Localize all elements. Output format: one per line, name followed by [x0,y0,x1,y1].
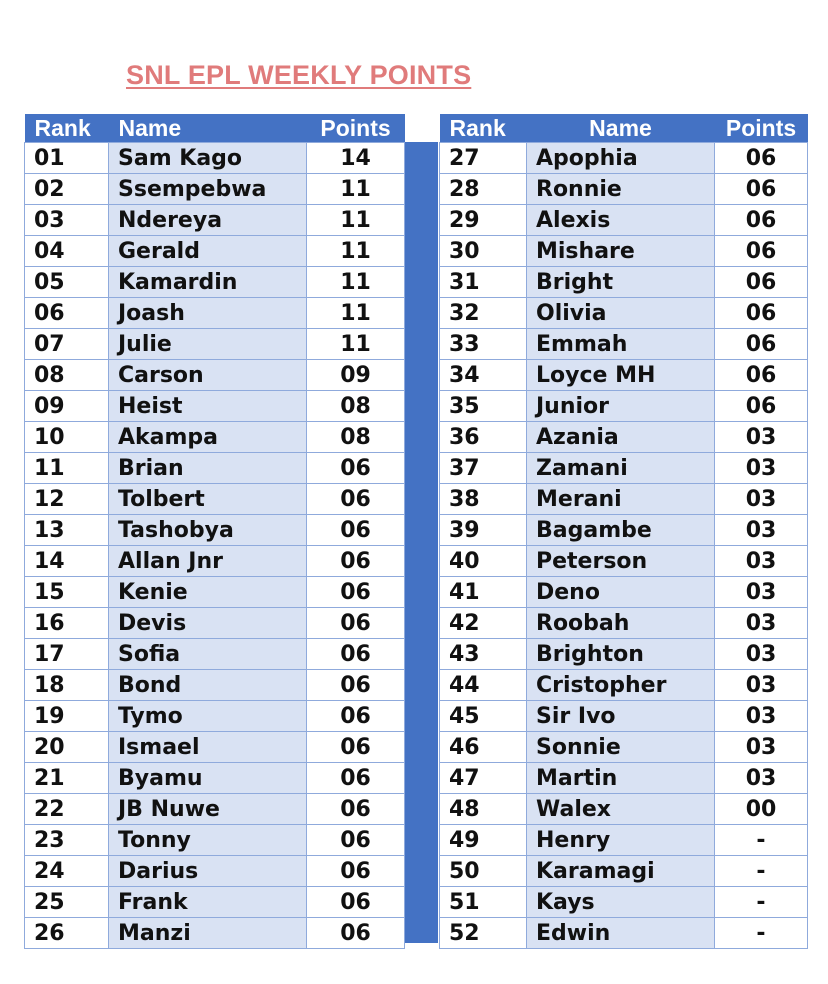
points-cell: 00 [715,794,808,825]
points-cell: 08 [307,391,405,422]
points-cell: 11 [307,298,405,329]
rank-cell: 02 [25,174,109,205]
rank-cell: 29 [440,205,527,236]
rank-cell: 35 [440,391,527,422]
table-row [25,174,405,205]
name-cell: Brian [109,453,307,484]
table-row [440,546,808,577]
table-row [440,608,808,639]
rank-cell: 20 [25,732,109,763]
rank-cell: 15 [25,577,109,608]
points-cell: 03 [715,701,808,732]
name-cell: Joash [109,298,307,329]
rank-cell: 10 [25,422,109,453]
table-row [25,236,405,267]
name-cell: Alexis [527,205,715,236]
points-cell: 09 [307,360,405,391]
points-cell: 03 [715,546,808,577]
rank-cell: 38 [440,484,527,515]
points-cell: 03 [715,515,808,546]
rank-cell: 37 [440,453,527,484]
rank-cell: 48 [440,794,527,825]
rank-cell: 11 [25,453,109,484]
points-cell: 03 [715,639,808,670]
name-cell: Ismael [109,732,307,763]
points-cell: 06 [307,825,405,856]
table-row [25,329,405,360]
rank-cell: 27 [440,143,527,174]
points-cell: 06 [715,267,808,298]
rank-cell: 43 [440,639,527,670]
table-row [440,267,808,298]
rank-cell: 06 [25,298,109,329]
rank-cell: 42 [440,608,527,639]
points-cell: 11 [307,174,405,205]
name-cell: Julie [109,329,307,360]
table-row [25,515,405,546]
rank-cell: 03 [25,205,109,236]
table-row [440,732,808,763]
points-cell: 06 [307,763,405,794]
rank-cell: 34 [440,360,527,391]
points-cell: 03 [715,453,808,484]
table-header-row [25,114,405,143]
table-row [25,608,405,639]
rank-cell: 26 [25,918,109,949]
table-row [440,329,808,360]
table-row [25,298,405,329]
header-rank: Rank [440,114,527,143]
points-cell: 03 [715,577,808,608]
rank-cell: 13 [25,515,109,546]
points-cell: 06 [715,174,808,205]
table-row [440,391,808,422]
rank-cell: 22 [25,794,109,825]
points-cell: - [715,856,808,887]
table-row [25,391,405,422]
table-row [440,825,808,856]
name-cell: Devis [109,608,307,639]
name-cell: Ssempebwa [109,174,307,205]
points-cell: 11 [307,267,405,298]
table-row [440,887,808,918]
name-cell: Loyce MH [527,360,715,391]
rank-cell: 31 [440,267,527,298]
name-cell: Edwin [527,918,715,949]
name-cell: Tonny [109,825,307,856]
points-cell: 06 [307,701,405,732]
table-row [25,639,405,670]
name-cell: Kays [527,887,715,918]
name-cell: Darius [109,856,307,887]
standings-table-left [24,114,405,949]
rank-cell: 23 [25,825,109,856]
points-cell: 03 [715,608,808,639]
name-cell: Ronnie [527,174,715,205]
rank-cell: 51 [440,887,527,918]
points-cell: - [715,887,808,918]
points-cell: 11 [307,205,405,236]
rank-cell: 07 [25,329,109,360]
rank-cell: 30 [440,236,527,267]
rank-cell: 09 [25,391,109,422]
header-rank: Rank [25,114,109,143]
table-row [25,422,405,453]
standings-table-right [439,114,808,949]
table-row [440,453,808,484]
table-row [25,205,405,236]
points-cell: 03 [715,732,808,763]
table-row [440,298,808,329]
points-cell: 11 [307,329,405,360]
table-row [25,918,405,949]
rank-cell: 36 [440,422,527,453]
name-cell: JB Nuwe [109,794,307,825]
points-cell: 06 [307,453,405,484]
name-cell: Olivia [527,298,715,329]
rank-cell: 16 [25,608,109,639]
rank-cell: 28 [440,174,527,205]
rank-cell: 32 [440,298,527,329]
points-cell: 06 [715,205,808,236]
table-row [25,670,405,701]
points-cell: 06 [307,856,405,887]
points-cell: 06 [715,143,808,174]
name-cell: Roobah [527,608,715,639]
rank-cell: 12 [25,484,109,515]
rank-cell: 33 [440,329,527,360]
name-cell: Azania [527,422,715,453]
name-cell: Akampa [109,422,307,453]
points-cell: 06 [715,298,808,329]
name-cell: Bond [109,670,307,701]
points-cell: 08 [307,422,405,453]
table-row [25,701,405,732]
column-divider [405,142,438,943]
table-row [25,484,405,515]
points-cell: 06 [307,608,405,639]
table-row [25,856,405,887]
table-row [25,794,405,825]
points-cell: 03 [715,670,808,701]
rank-cell: 41 [440,577,527,608]
points-cell: 14 [307,143,405,174]
table-row [440,515,808,546]
name-cell: Zamani [527,453,715,484]
name-cell: Gerald [109,236,307,267]
table-row [440,484,808,515]
name-cell: Sofia [109,639,307,670]
table-row [25,546,405,577]
rank-cell: 01 [25,143,109,174]
rank-cell: 17 [25,639,109,670]
points-cell: 03 [715,484,808,515]
points-cell: 06 [307,546,405,577]
points-cell: 06 [307,887,405,918]
table-row [25,360,405,391]
table-row [440,918,808,949]
name-cell: Manzi [109,918,307,949]
table-row [440,236,808,267]
points-cell: 06 [715,360,808,391]
table-row [440,422,808,453]
table-row [440,205,808,236]
name-cell: Brighton [527,639,715,670]
name-cell: Emmah [527,329,715,360]
table-row [440,174,808,205]
name-cell: Bagambe [527,515,715,546]
table-row [25,577,405,608]
points-cell: 06 [307,515,405,546]
rank-cell: 52 [440,918,527,949]
table-header-row [440,114,808,143]
rank-cell: 18 [25,670,109,701]
name-cell: Sam Kago [109,143,307,174]
rank-cell: 47 [440,763,527,794]
name-cell: Peterson [527,546,715,577]
table-row [440,701,808,732]
points-cell: 06 [715,391,808,422]
name-cell: Frank [109,887,307,918]
table-row [25,825,405,856]
points-cell: - [715,825,808,856]
points-cell: 06 [307,670,405,701]
name-cell: Sir Ivo [527,701,715,732]
name-cell: Apophia [527,143,715,174]
table-row [440,639,808,670]
name-cell: Tashobya [109,515,307,546]
table-row [25,732,405,763]
header-points: Points [307,114,405,143]
points-cell: 03 [715,763,808,794]
table-row [440,143,808,174]
table-row [440,856,808,887]
rank-cell: 19 [25,701,109,732]
name-cell: Byamu [109,763,307,794]
table-row [440,577,808,608]
points-cell: 06 [715,236,808,267]
table-row [440,670,808,701]
table-row [25,267,405,298]
points-cell: 06 [715,329,808,360]
name-cell: Ndereya [109,205,307,236]
rank-cell: 50 [440,856,527,887]
points-cell: 06 [307,484,405,515]
rank-cell: 05 [25,267,109,298]
name-cell: Martin [527,763,715,794]
name-cell: Allan Jnr [109,546,307,577]
name-cell: Junior [527,391,715,422]
rank-cell: 08 [25,360,109,391]
header-points: Points [715,114,808,143]
rank-cell: 14 [25,546,109,577]
page-title: SNL EPL WEEKLY POINTS [126,60,472,90]
points-cell: - [715,918,808,949]
name-cell: Tolbert [109,484,307,515]
name-cell: Merani [527,484,715,515]
rank-cell: 04 [25,236,109,267]
points-cell: 06 [307,918,405,949]
table-row [25,887,405,918]
name-cell: Walex [527,794,715,825]
name-cell: Bright [527,267,715,298]
name-cell: Mishare [527,236,715,267]
name-cell: Carson [109,360,307,391]
rank-cell: 25 [25,887,109,918]
points-cell: 06 [307,577,405,608]
points-cell: 06 [307,639,405,670]
header-name: Name [527,114,715,143]
rank-cell: 46 [440,732,527,763]
name-cell: Sonnie [527,732,715,763]
rank-cell: 49 [440,825,527,856]
table-row [25,763,405,794]
rank-cell: 44 [440,670,527,701]
name-cell: Karamagi [527,856,715,887]
name-cell: Deno [527,577,715,608]
rank-cell: 24 [25,856,109,887]
points-cell: 06 [307,732,405,763]
name-cell: Kamardin [109,267,307,298]
name-cell: Kenie [109,577,307,608]
points-cell: 03 [715,422,808,453]
rank-cell: 40 [440,546,527,577]
name-cell: Heist [109,391,307,422]
table-row [25,143,405,174]
points-cell: 11 [307,236,405,267]
table-row [440,763,808,794]
name-cell: Tymo [109,701,307,732]
name-cell: Henry [527,825,715,856]
rank-cell: 39 [440,515,527,546]
header-name: Name [109,114,307,143]
table-row [440,360,808,391]
name-cell: Cristopher [527,670,715,701]
table-row [440,794,808,825]
rank-cell: 21 [25,763,109,794]
table-row [25,453,405,484]
rank-cell: 45 [440,701,527,732]
points-cell: 06 [307,794,405,825]
